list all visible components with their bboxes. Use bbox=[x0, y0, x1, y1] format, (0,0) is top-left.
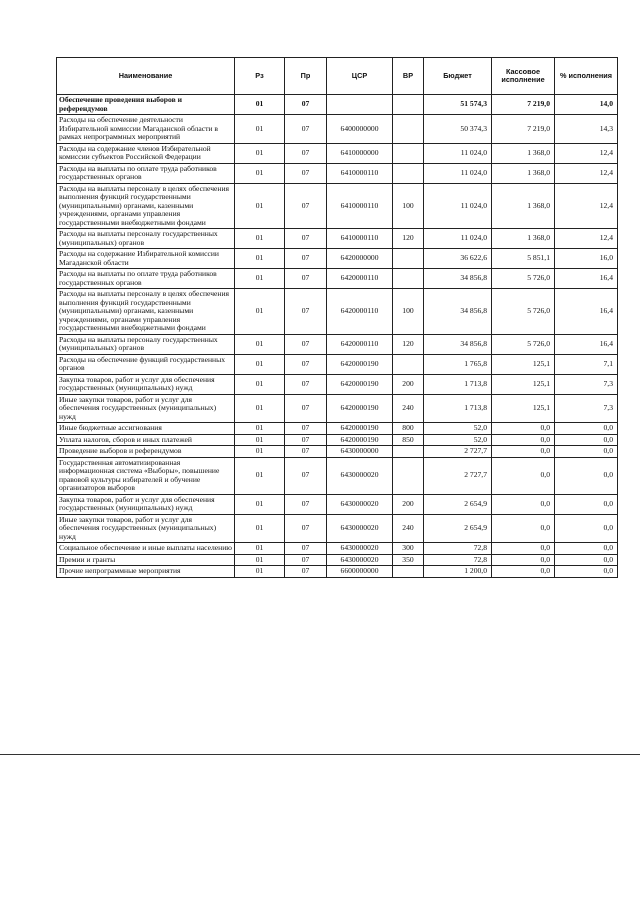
cell-cash-execution: 5 726,0 bbox=[492, 289, 555, 335]
cell-percent-execution: 0,0 bbox=[555, 434, 618, 446]
cell-csr: 6410000110 bbox=[327, 183, 393, 229]
cell-pr: 07 bbox=[285, 115, 327, 144]
cell-vr bbox=[393, 354, 424, 374]
cell-name: Расходы на выплаты персоналу в целях обеспечения выполнения функций государственными (муниципальными) органами, казенными учреждениями, органами управления государственными внебюджетными фондами bbox=[57, 183, 235, 229]
cell-csr: 6400000000 bbox=[327, 115, 393, 144]
cell-rz: 01 bbox=[235, 334, 285, 354]
cell-rz: 01 bbox=[235, 494, 285, 514]
cell-budget: 11 024,0 bbox=[424, 163, 492, 183]
cell-pr: 07 bbox=[285, 446, 327, 458]
cell-csr: 6600000000 bbox=[327, 566, 393, 578]
page-divider-line bbox=[0, 754, 640, 755]
cell-rz: 01 bbox=[235, 566, 285, 578]
cell-csr: 6410000000 bbox=[327, 143, 393, 163]
cell-budget: 51 574,3 bbox=[424, 95, 492, 115]
cell-pr: 07 bbox=[285, 494, 327, 514]
cell-cash-execution: 5 726,0 bbox=[492, 334, 555, 354]
cell-rz: 01 bbox=[235, 269, 285, 289]
table-row bbox=[57, 249, 618, 269]
cell-name: Прочие непрограммные мероприятия bbox=[57, 566, 235, 578]
cell-name: Обеспечение проведения выборов и референдумов bbox=[57, 95, 235, 115]
cell-cash-execution: 0,0 bbox=[492, 566, 555, 578]
cell-pr: 07 bbox=[285, 143, 327, 163]
cell-pr: 07 bbox=[285, 95, 327, 115]
cell-csr: 6420000190 bbox=[327, 374, 393, 394]
table-row bbox=[57, 434, 618, 446]
cell-vr: 100 bbox=[393, 289, 424, 335]
cell-rz: 01 bbox=[235, 434, 285, 446]
table-row bbox=[57, 446, 618, 458]
cell-rz: 01 bbox=[235, 229, 285, 249]
cell-rz: 01 bbox=[235, 374, 285, 394]
cell-vr: 120 bbox=[393, 229, 424, 249]
cell-csr: 6410000110 bbox=[327, 229, 393, 249]
cell-percent-execution: 14,3 bbox=[555, 115, 618, 144]
cell-budget: 11 024,0 bbox=[424, 183, 492, 229]
cell-pr: 07 bbox=[285, 269, 327, 289]
cell-rz: 01 bbox=[235, 115, 285, 144]
cell-percent-execution: 7,3 bbox=[555, 394, 618, 423]
table-row bbox=[57, 554, 618, 566]
cell-name: Социальное обеспечение и иные выплаты населению bbox=[57, 543, 235, 555]
budget-table bbox=[56, 57, 618, 578]
cell-pr: 07 bbox=[285, 434, 327, 446]
cell-cash-execution: 0,0 bbox=[492, 543, 555, 555]
table-row bbox=[57, 269, 618, 289]
cell-cash-execution: 125,1 bbox=[492, 374, 555, 394]
cell-pr: 07 bbox=[285, 163, 327, 183]
cell-cash-execution: 1 368,0 bbox=[492, 143, 555, 163]
cell-name: Расходы на выплаты по оплате труда работников государственных органов bbox=[57, 269, 235, 289]
cell-percent-execution: 0,0 bbox=[555, 457, 618, 494]
cell-vr: 300 bbox=[393, 543, 424, 555]
cell-csr: 6430000020 bbox=[327, 494, 393, 514]
cell-percent-execution: 16,4 bbox=[555, 289, 618, 335]
cell-pr: 07 bbox=[285, 394, 327, 423]
cell-name: Расходы на обеспечение деятельности Избирательной комиссии Магаданской области в рамках непрограммных мероприятий bbox=[57, 115, 235, 144]
header-vr: ВР bbox=[393, 58, 424, 95]
cell-vr bbox=[393, 249, 424, 269]
cell-vr bbox=[393, 269, 424, 289]
table-row bbox=[57, 334, 618, 354]
table-row bbox=[57, 143, 618, 163]
cell-cash-execution: 0,0 bbox=[492, 457, 555, 494]
cell-percent-execution: 0,0 bbox=[555, 423, 618, 435]
cell-cash-execution: 0,0 bbox=[492, 446, 555, 458]
cell-budget: 72,8 bbox=[424, 554, 492, 566]
cell-budget: 1 713,8 bbox=[424, 374, 492, 394]
cell-rz: 01 bbox=[235, 143, 285, 163]
cell-pr: 07 bbox=[285, 554, 327, 566]
cell-vr: 100 bbox=[393, 183, 424, 229]
cell-pr: 07 bbox=[285, 423, 327, 435]
header-cash-execution: Кассовое исполнение bbox=[492, 58, 555, 95]
cell-name: Закупка товаров, работ и услуг для обеспечения государственных (муниципальных) нужд bbox=[57, 494, 235, 514]
cell-rz: 01 bbox=[235, 354, 285, 374]
cell-cash-execution: 1 368,0 bbox=[492, 163, 555, 183]
cell-budget: 2 654,9 bbox=[424, 494, 492, 514]
cell-percent-execution: 16,4 bbox=[555, 269, 618, 289]
cell-csr: 6430000020 bbox=[327, 543, 393, 555]
cell-csr: 6420000190 bbox=[327, 423, 393, 435]
cell-pr: 07 bbox=[285, 566, 327, 578]
cell-rz: 01 bbox=[235, 514, 285, 543]
cell-csr: 6420000110 bbox=[327, 334, 393, 354]
cell-name: Расходы на выплаты персоналу государственных (муниципальных) органов bbox=[57, 229, 235, 249]
cell-rz: 01 bbox=[235, 249, 285, 269]
cell-budget: 11 024,0 bbox=[424, 143, 492, 163]
table-row bbox=[57, 423, 618, 435]
cell-pr: 07 bbox=[285, 457, 327, 494]
cell-pr: 07 bbox=[285, 334, 327, 354]
cell-percent-execution: 7,1 bbox=[555, 354, 618, 374]
cell-vr bbox=[393, 143, 424, 163]
cell-rz: 01 bbox=[235, 95, 285, 115]
cell-csr: 6420000190 bbox=[327, 394, 393, 423]
header-percent-execution: % исполнения bbox=[555, 58, 618, 95]
table-row bbox=[57, 494, 618, 514]
cell-name: Проведение выборов и референдумов bbox=[57, 446, 235, 458]
cell-budget: 1 765,8 bbox=[424, 354, 492, 374]
cell-budget: 52,0 bbox=[424, 423, 492, 435]
cell-name: Расходы на выплаты персоналу в целях обеспечения выполнения функций государственными (муниципальными) органами, казенными учреждениями, органами управления государственными внебюджетными фондами bbox=[57, 289, 235, 335]
cell-rz: 01 bbox=[235, 163, 285, 183]
cell-pr: 07 bbox=[285, 183, 327, 229]
cell-cash-execution: 0,0 bbox=[492, 514, 555, 543]
cell-csr: 6430000000 bbox=[327, 446, 393, 458]
table-row bbox=[57, 457, 618, 494]
cell-budget: 2 727,7 bbox=[424, 457, 492, 494]
cell-cash-execution: 0,0 bbox=[492, 554, 555, 566]
cell-cash-execution: 1 368,0 bbox=[492, 183, 555, 229]
table-row bbox=[57, 354, 618, 374]
cell-name: Расходы на содержание Избирательной комиссии Магаданской области bbox=[57, 249, 235, 269]
cell-name: Уплата налогов, сборов и иных платежей bbox=[57, 434, 235, 446]
cell-pr: 07 bbox=[285, 514, 327, 543]
cell-csr: 6420000190 bbox=[327, 434, 393, 446]
header-name: Наименование bbox=[57, 58, 235, 95]
cell-budget: 72,8 bbox=[424, 543, 492, 555]
table-row bbox=[57, 183, 618, 229]
cell-vr bbox=[393, 163, 424, 183]
cell-budget: 34 856,8 bbox=[424, 269, 492, 289]
cell-percent-execution: 0,0 bbox=[555, 446, 618, 458]
cell-vr: 120 bbox=[393, 334, 424, 354]
cell-pr: 07 bbox=[285, 289, 327, 335]
cell-vr: 240 bbox=[393, 514, 424, 543]
table-row bbox=[57, 289, 618, 335]
cell-percent-execution: 0,0 bbox=[555, 494, 618, 514]
cell-name: Расходы на выплаты персоналу государственных (муниципальных) органов bbox=[57, 334, 235, 354]
cell-cash-execution: 5 726,0 bbox=[492, 269, 555, 289]
header-rz: Рз bbox=[235, 58, 285, 95]
cell-name: Расходы на выплаты по оплате труда работников государственных органов bbox=[57, 163, 235, 183]
cell-pr: 07 bbox=[285, 543, 327, 555]
cell-name: Иные закупки товаров, работ и услуг для обеспечения государственных (муниципальных) нужд bbox=[57, 514, 235, 543]
cell-budget: 2 654,9 bbox=[424, 514, 492, 543]
cell-pr: 07 bbox=[285, 354, 327, 374]
cell-name: Расходы на обеспечение функций государственных органов bbox=[57, 354, 235, 374]
cell-budget: 1 713,8 bbox=[424, 394, 492, 423]
table-body bbox=[57, 95, 618, 578]
cell-rz: 01 bbox=[235, 554, 285, 566]
cell-budget: 34 856,8 bbox=[424, 289, 492, 335]
cell-percent-execution: 12,4 bbox=[555, 143, 618, 163]
cell-cash-execution: 125,1 bbox=[492, 354, 555, 374]
cell-percent-execution: 14,0 bbox=[555, 95, 618, 115]
cell-rz: 01 bbox=[235, 423, 285, 435]
cell-rz: 01 bbox=[235, 394, 285, 423]
cell-budget: 50 374,3 bbox=[424, 115, 492, 144]
cell-vr bbox=[393, 566, 424, 578]
cell-vr bbox=[393, 457, 424, 494]
header-pr: Пр bbox=[285, 58, 327, 95]
cell-pr: 07 bbox=[285, 229, 327, 249]
cell-cash-execution: 5 851,1 bbox=[492, 249, 555, 269]
cell-percent-execution: 7,3 bbox=[555, 374, 618, 394]
cell-vr: 800 bbox=[393, 423, 424, 435]
cell-csr: 6430000020 bbox=[327, 457, 393, 494]
cell-csr bbox=[327, 95, 393, 115]
cell-rz: 01 bbox=[235, 183, 285, 229]
cell-name: Премии и гранты bbox=[57, 554, 235, 566]
cell-percent-execution: 16,0 bbox=[555, 249, 618, 269]
table-row bbox=[57, 229, 618, 249]
cell-cash-execution: 7 219,0 bbox=[492, 115, 555, 144]
cell-rz: 01 bbox=[235, 289, 285, 335]
table-row bbox=[57, 394, 618, 423]
cell-cash-execution: 0,0 bbox=[492, 423, 555, 435]
cell-percent-execution: 12,4 bbox=[555, 229, 618, 249]
cell-vr bbox=[393, 95, 424, 115]
table-row bbox=[57, 95, 618, 115]
table-row bbox=[57, 115, 618, 144]
cell-name: Закупка товаров, работ и услуг для обеспечения государственных (муниципальных) нужд bbox=[57, 374, 235, 394]
cell-budget: 34 856,8 bbox=[424, 334, 492, 354]
cell-vr: 240 bbox=[393, 394, 424, 423]
table-row bbox=[57, 566, 618, 578]
cell-csr: 6420000110 bbox=[327, 269, 393, 289]
cell-rz: 01 bbox=[235, 446, 285, 458]
cell-percent-execution: 12,4 bbox=[555, 163, 618, 183]
cell-rz: 01 bbox=[235, 457, 285, 494]
cell-vr: 350 bbox=[393, 554, 424, 566]
header-csr: ЦСР bbox=[327, 58, 393, 95]
cell-cash-execution: 0,0 bbox=[492, 494, 555, 514]
cell-name: Иные бюджетные ассигнования bbox=[57, 423, 235, 435]
cell-percent-execution: 0,0 bbox=[555, 514, 618, 543]
cell-budget: 36 622,6 bbox=[424, 249, 492, 269]
cell-cash-execution: 1 368,0 bbox=[492, 229, 555, 249]
cell-percent-execution: 12,4 bbox=[555, 183, 618, 229]
cell-vr bbox=[393, 446, 424, 458]
cell-csr: 6420000190 bbox=[327, 354, 393, 374]
cell-budget: 52,0 bbox=[424, 434, 492, 446]
cell-vr: 200 bbox=[393, 494, 424, 514]
cell-cash-execution: 125,1 bbox=[492, 394, 555, 423]
cell-percent-execution: 0,0 bbox=[555, 554, 618, 566]
table-row bbox=[57, 514, 618, 543]
cell-rz: 01 bbox=[235, 543, 285, 555]
cell-budget: 1 200,0 bbox=[424, 566, 492, 578]
cell-percent-execution: 16,4 bbox=[555, 334, 618, 354]
cell-vr bbox=[393, 115, 424, 144]
cell-vr: 200 bbox=[393, 374, 424, 394]
cell-cash-execution: 0,0 bbox=[492, 434, 555, 446]
cell-vr: 850 bbox=[393, 434, 424, 446]
cell-name: Государственная автоматизированная информационная система «Выборы», повышение правовой культуры избирателей и обучение организаторов выборов bbox=[57, 457, 235, 494]
cell-csr: 6430000020 bbox=[327, 514, 393, 543]
table-row bbox=[57, 543, 618, 555]
cell-name: Иные закупки товаров, работ и услуг для обеспечения государственных (муниципальных) нужд bbox=[57, 394, 235, 423]
cell-cash-execution: 7 219,0 bbox=[492, 95, 555, 115]
table-header-row bbox=[57, 58, 618, 95]
cell-percent-execution: 0,0 bbox=[555, 566, 618, 578]
table-row bbox=[57, 374, 618, 394]
cell-csr: 6420000000 bbox=[327, 249, 393, 269]
cell-csr: 6420000110 bbox=[327, 289, 393, 335]
cell-csr: 6430000020 bbox=[327, 554, 393, 566]
header-budget: Бюджет bbox=[424, 58, 492, 95]
cell-pr: 07 bbox=[285, 249, 327, 269]
cell-budget: 11 024,0 bbox=[424, 229, 492, 249]
cell-pr: 07 bbox=[285, 374, 327, 394]
table-row bbox=[57, 163, 618, 183]
cell-percent-execution: 0,0 bbox=[555, 543, 618, 555]
cell-name: Расходы на содержание членов Избирательной комиссии субъектов Российской Федерации bbox=[57, 143, 235, 163]
cell-csr: 6410000110 bbox=[327, 163, 393, 183]
cell-budget: 2 727,7 bbox=[424, 446, 492, 458]
